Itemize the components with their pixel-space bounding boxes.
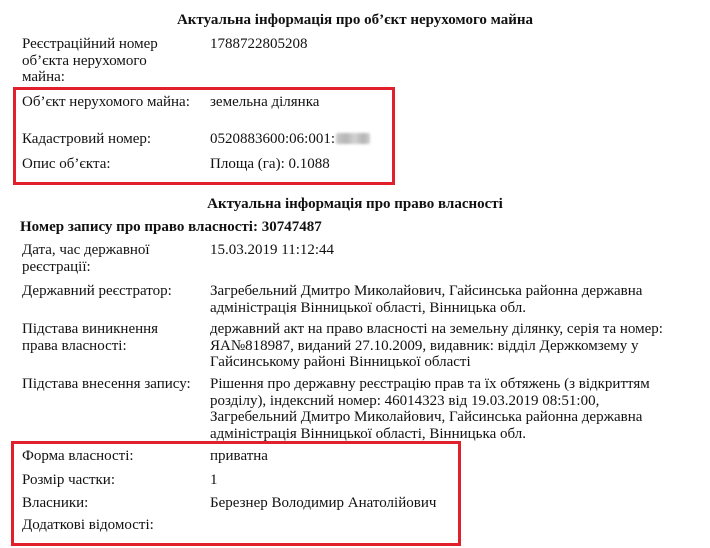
label-share-size: Розмір частки: [22, 472, 115, 488]
value-ownership-basis: державний акт на право власності на земельну ділянку, серія та номер: ЯА№818987, виданий 27.10.2009, видавник: відділ Держкомзему у Гайсинському районі Вінницької області [210, 321, 663, 370]
highlight-box-ownership [11, 441, 461, 546]
property-section-title: Актуальна інформація про об’єкт нерухомого майна [176, 12, 534, 28]
ownership-record-number: Номер запису про право власності: 30747487 [20, 219, 322, 235]
value-object-description: Площа (га): 0.1088 [210, 156, 330, 172]
label-owners: Власники: [22, 495, 89, 511]
label-state-registrar: Державний реєстратор: [22, 283, 172, 299]
value-ownership-form: приватна [210, 448, 268, 464]
highlight-box-property [13, 87, 395, 185]
label-entry-basis: Підстава внесення запису: [22, 376, 191, 392]
value-cadastral-number: 0520883600:06:001: [210, 131, 336, 147]
label-ownership-form: Форма власності: [22, 448, 134, 464]
value-share-size: 1 [210, 472, 218, 488]
label-cadastral-number: Кадастровий номер: [22, 131, 152, 147]
value-property-object: земельна ділянка [210, 94, 320, 110]
label-registration-number: Реєстраційний номер об’єкта нерухомого майна: [22, 36, 158, 85]
label-property-object: Об’єкт нерухомого майна: [22, 94, 190, 110]
ownership-section-title: Актуальна інформація про право власності [207, 196, 503, 212]
label-ownership-basis: Підстава виникнення права власності: [22, 321, 159, 354]
value-registration-date: 15.03.2019 11:12:44 [210, 242, 335, 258]
value-owners: Березнер Володимир Анатолійович [210, 495, 437, 511]
label-additional-info: Додаткові відомості: [22, 517, 154, 533]
label-registration-date: Дата, час державної реєстрації: [22, 242, 150, 275]
value-entry-basis: Рішення про державну реєстрацію прав та їх обтяжень (з відкриттям розділу), індексний номер: 46014323 від 19.03.2019 08:51:00, Загребельний Дмитро Миколайович, Гайсинська районна державна адміністрація Вінницької області, Вінницька обл. [210, 376, 650, 442]
value-state-registrar: Загребельний Дмитро Миколайович, Гайсинська районна державна адміністрація Вінницької області, Вінницька обл. [210, 283, 643, 316]
label-object-description: Опис об’єкта: [22, 156, 111, 172]
value-registration-number: 1788722805208 [210, 36, 308, 52]
